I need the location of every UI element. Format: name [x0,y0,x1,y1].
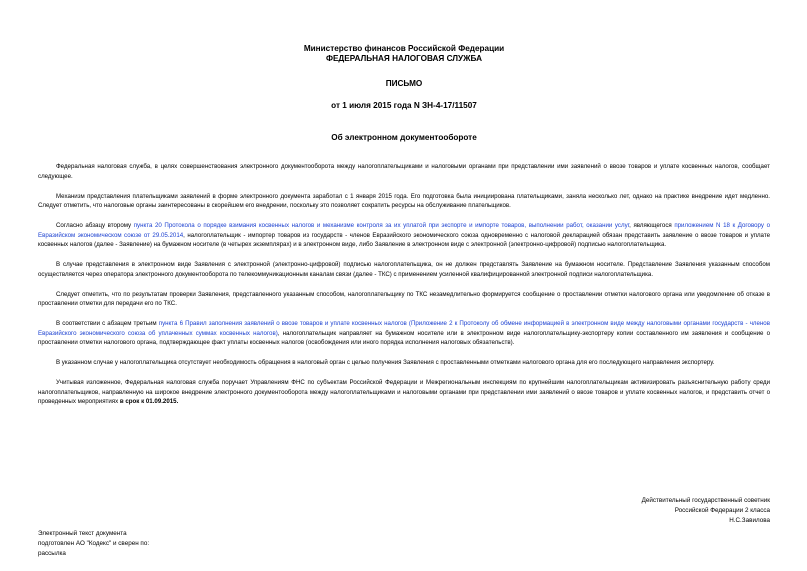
paragraph-2: Механизм представления плательщиками заявлений в форме электронного документа заработал с 1 января 2015 года. Его подготовка была инициирована плательщиками, заняла несколько лет, однако на практике внедрение идет медленно. Следует отметить, что налоговые органы заинтересованы в скорейшем его внедрении, поскольку это позволяет сократить ресурсы на обслуживание плательщиков. [38,192,770,209]
treaty-appendix-link[interactable]: приложением N 18 к Договору о Евразийском экономическом союзе от 29.05.2014 [38,222,770,239]
document-type: ПИСЬМО [385,79,423,88]
source-note [38,529,149,558]
paragraph-7: В указанном случае у налогоплательщика отсутствует необходимость обращения в налоговый орган с целью получения Заявления с проставленными отметками налогового органа для его последующего направления экспортеру. [56,359,715,366]
signature-block [642,496,770,527]
paragraph-6 [38,319,770,348]
paragraph-8-text: Учитывая изложенное, Федеральная налоговая служба поручает Управлениям ФНС по субъектам Российской Федерации и Межрегиональным инспекциям по крупнейшим налогоплательщикам активизировать разъяснительную работу среди налогоплательщиков, направленную на широкое внедрение электронного документооборота между налогоплательщиками и налоговыми органами при представлении ими заявлений о ввозе товаров и уплате косвенных налогов, и представить отчет о проведенных мероприятиях [38,379,770,405]
document-page [38,44,770,417]
source-note-line-1: Электронный текст документа [38,530,127,537]
paragraph-3-text-b: , являющегося [629,222,675,229]
document-subject: Об электронном документообороте [331,133,477,142]
source-note-line-2: подготовлен АО "Кодекс" и сверен по: [38,539,150,547]
paragraph-5: Следует отметить, что по результатам проверки Заявления, представленного указанным способом, налогоплательщику по ТКС незамедлительно формируется сообщение о проставлении отметки налогового органа или уведомление об отказе в проставлении отметки для передачи его по ТКС. [38,290,770,307]
paragraph-6-text-a: В соответствии с абзацем третьим [56,320,159,327]
paragraph-1: Федеральная налоговая служба, в целях совершенствования электронного документооборота между налогоплательщиками и налоговыми органами при представлении ими заявлений о ввозе товаров и уплате косвенных налогов, сообщает следующее. [38,163,770,180]
signer-rank: Действительный государственный советник [641,497,770,504]
document-header [38,44,770,143]
service-name: ФЕДЕРАЛЬНАЯ НАЛОГОВАЯ СЛУЖБА [325,54,483,63]
document-body [38,162,770,407]
paragraph-3-text-c: , налогоплательщик - импортер товаров из государств - членов Евразийского экономического союза одновременно с налоговой декларацией обязан представить заявление о ввозе товаров и уплате косвенных налогов (далее - Заявление) на бумажном носителе (в четырех экземплярах) и в электронном виде, либо Заявление в электронном виде с электронной (электронно-цифровой) подписью налогоплательщика. [38,231,770,248]
paragraph-6-text-b: , налогоплательщик направляет на бумажном носителе или в электронном виде налогоплательщику-экспортеру копии составленного им заявления и сообщение о проставлении отметки налогового органа, подтверждающее факт уплаты косвенных налогов (освобождения или иного порядка исполнения налоговых обязательств). [38,329,770,346]
paragraph-3 [38,221,770,250]
signer-name: Н.С.Завилова [729,517,770,525]
paragraph-8 [38,378,770,407]
protocol-link[interactable]: пункта 20 Протокола о порядке взимания косвенных налогов и механизме контроля за их уплатой при экспорте и импорте товаров, выполнении работ, оказании услуг [133,222,630,229]
ministry-name: Министерство финансов Российской Федерации [303,44,505,53]
deadline-text: в срок к 01.09.2015. [119,398,179,405]
signer-class: Российской Федерации 2 класса [674,507,770,515]
rules-link[interactable]: пункта 6 Правил заполнения заявлений о ввозе товаров и уплате косвенных налогов (Приложение 2 к Протоколу об обмене информацией в электронном виде между налоговыми органами государств - членов Евразийского экономического союза об уплаченных суммах косвенных налогов) [38,320,770,337]
paragraph-4: В случае представления в электронном виде Заявления с электронной (электронно-цифровой) подписью налогоплательщика, он не должен представлять Заявление на бумажном носителе. Представление Заявления указанным способом осуществляется через оператора электронного документооборота по телекоммуникационным каналам связи (далее - ТКС) с применением усиленной квалифицированной электронной подписи налогоплательщика. [38,261,770,278]
document-date-number: от 1 июля 2015 года N ЗН-4-17/11507 [331,101,477,110]
paragraph-3-text-a: Согласно абзацу второму [56,222,134,229]
source-note-line-3: рассылка [38,549,66,557]
